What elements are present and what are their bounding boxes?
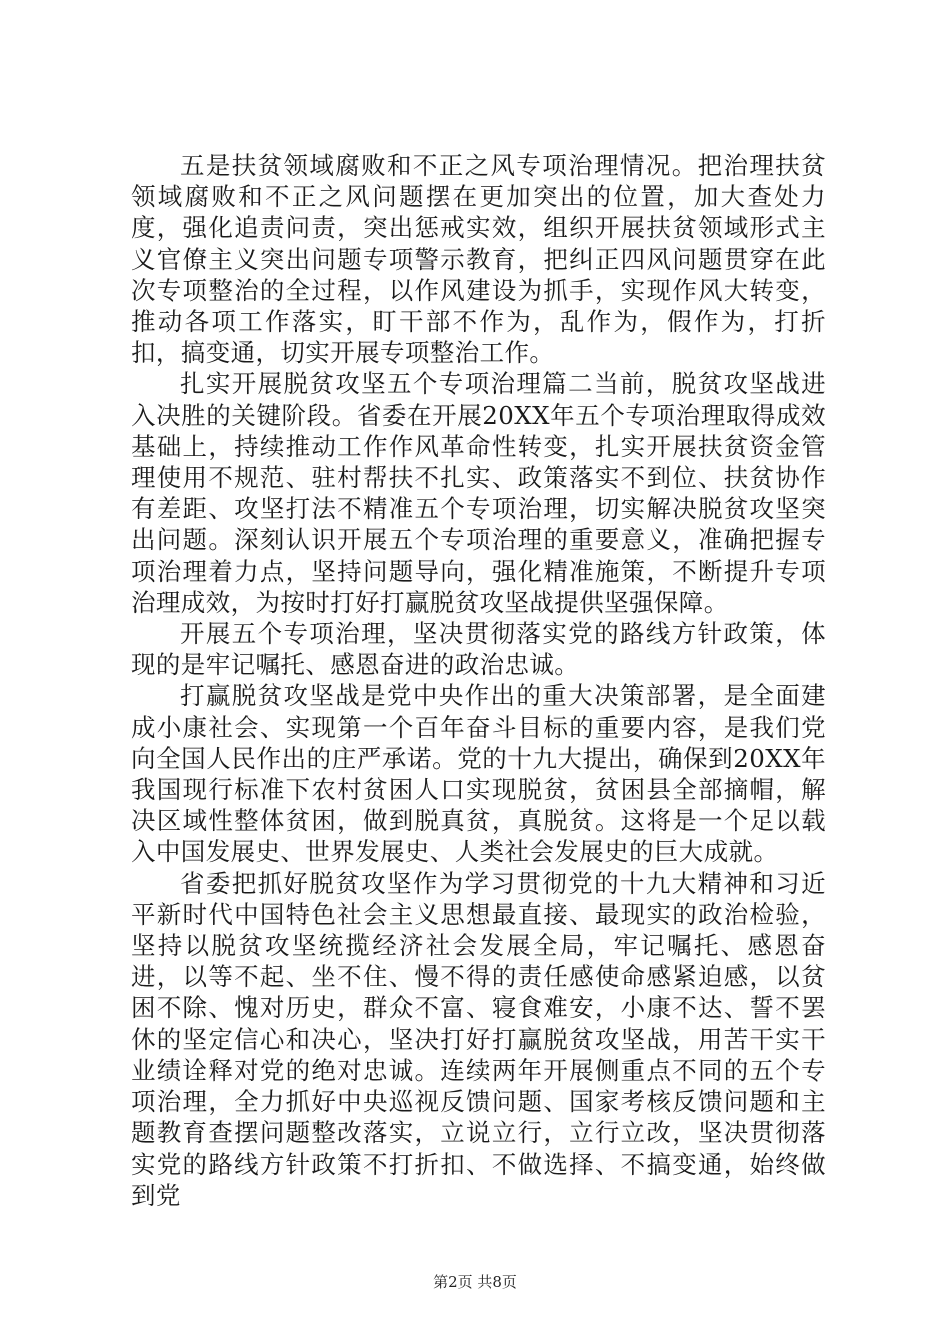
page-number: 第2页 共8页: [433, 1273, 517, 1291]
document-body: [131, 150, 826, 1211]
paragraph-5: 省委把抓好脱贫攻坚作为学习贯彻党的十九大精神和习近平新时代中国特色社会主义思想最直接、最现实的政治检验，坚持以脱贫攻坚统揽经济社会发展全局，牢记嘱托、感恩奋进，以等不起、坐不住、慢不得的责任感使命感紧迫感，以贫困不除、愧对历史，群众不富、寝食难安，小康不达、誓不罢休的坚定信心和决心，坚决打好打赢脱贫攻坚战，用苦干实干业绩诠释对党的绝对忠诚。连续两年开展侧重点不同的五个专项治理，全力抓好中央巡视反馈问题、国家考核反馈问题和主题教育查摆问题整改落实，立说立行，立行立改，坚决贯彻落实党的路线方针政策不打折扣、不做选择、不搞变通，始终做到党: [131, 868, 826, 1210]
paragraph-1: 五是扶贫领域腐败和不正之风专项治理情况。把治理扶贫领域腐败和不正之风问题摆在更加突出的位置，加大查处力度，强化追责问责，突出惩戒实效，组织开展扶贫领域形式主义官僚主义突出问题专项警示教育，把纠正四风问题贯穿在此次专项整治的全过程，以作风建设为抓手，实现作风大转变，推动各项工作落实，盯干部不作为，乱作为，假作为，打折扣，搞变通，切实开展专项整治工作。: [131, 151, 826, 368]
paragraph-2: 扎实开展脱贫攻坚五个专项治理篇二当前，脱贫攻坚战进入决胜的关键阶段。省委在开展20XX年五个专项治理取得成效基础上，持续推动工作作风革命性转变，扎实开展扶贫资金管理使用不规范、驻村帮扶不扎实、政策落实不到位、扶贫协作有差距、攻坚打法不精准五个专项治理，切实解决脱贫攻坚突出问题。深刻认识开展五个专项治理的重要意义，准确把握专项治理着力点，坚持问题导向，强化精准施策，不断提升专项治理成效，为按时打好打赢脱贫攻坚战提供坚强保障。: [131, 369, 826, 617]
paragraph-4: 打赢脱贫攻坚战是党中央作出的重大决策部署，是全面建成小康社会、实现第一个百年奋斗目标的重要内容，是我们党向全国人民作出的庄严承诺。党的十九大提出，确保到20XX年我国现行标准下农村贫困人口实现脱贫，贫困县全部摘帽，解决区域性整体贫困，做到脱真贫，真脱贫。这将是一个足以载入中国发展史、世界发展史、人类社会发展史的巨大成就。: [131, 681, 826, 867]
page-footer: [0, 1271, 950, 1292]
paragraph-3: 开展五个专项治理，坚决贯彻落实党的路线方针政策，体现的是牢记嘱托、感恩奋进的政治忠诚。: [131, 619, 826, 680]
